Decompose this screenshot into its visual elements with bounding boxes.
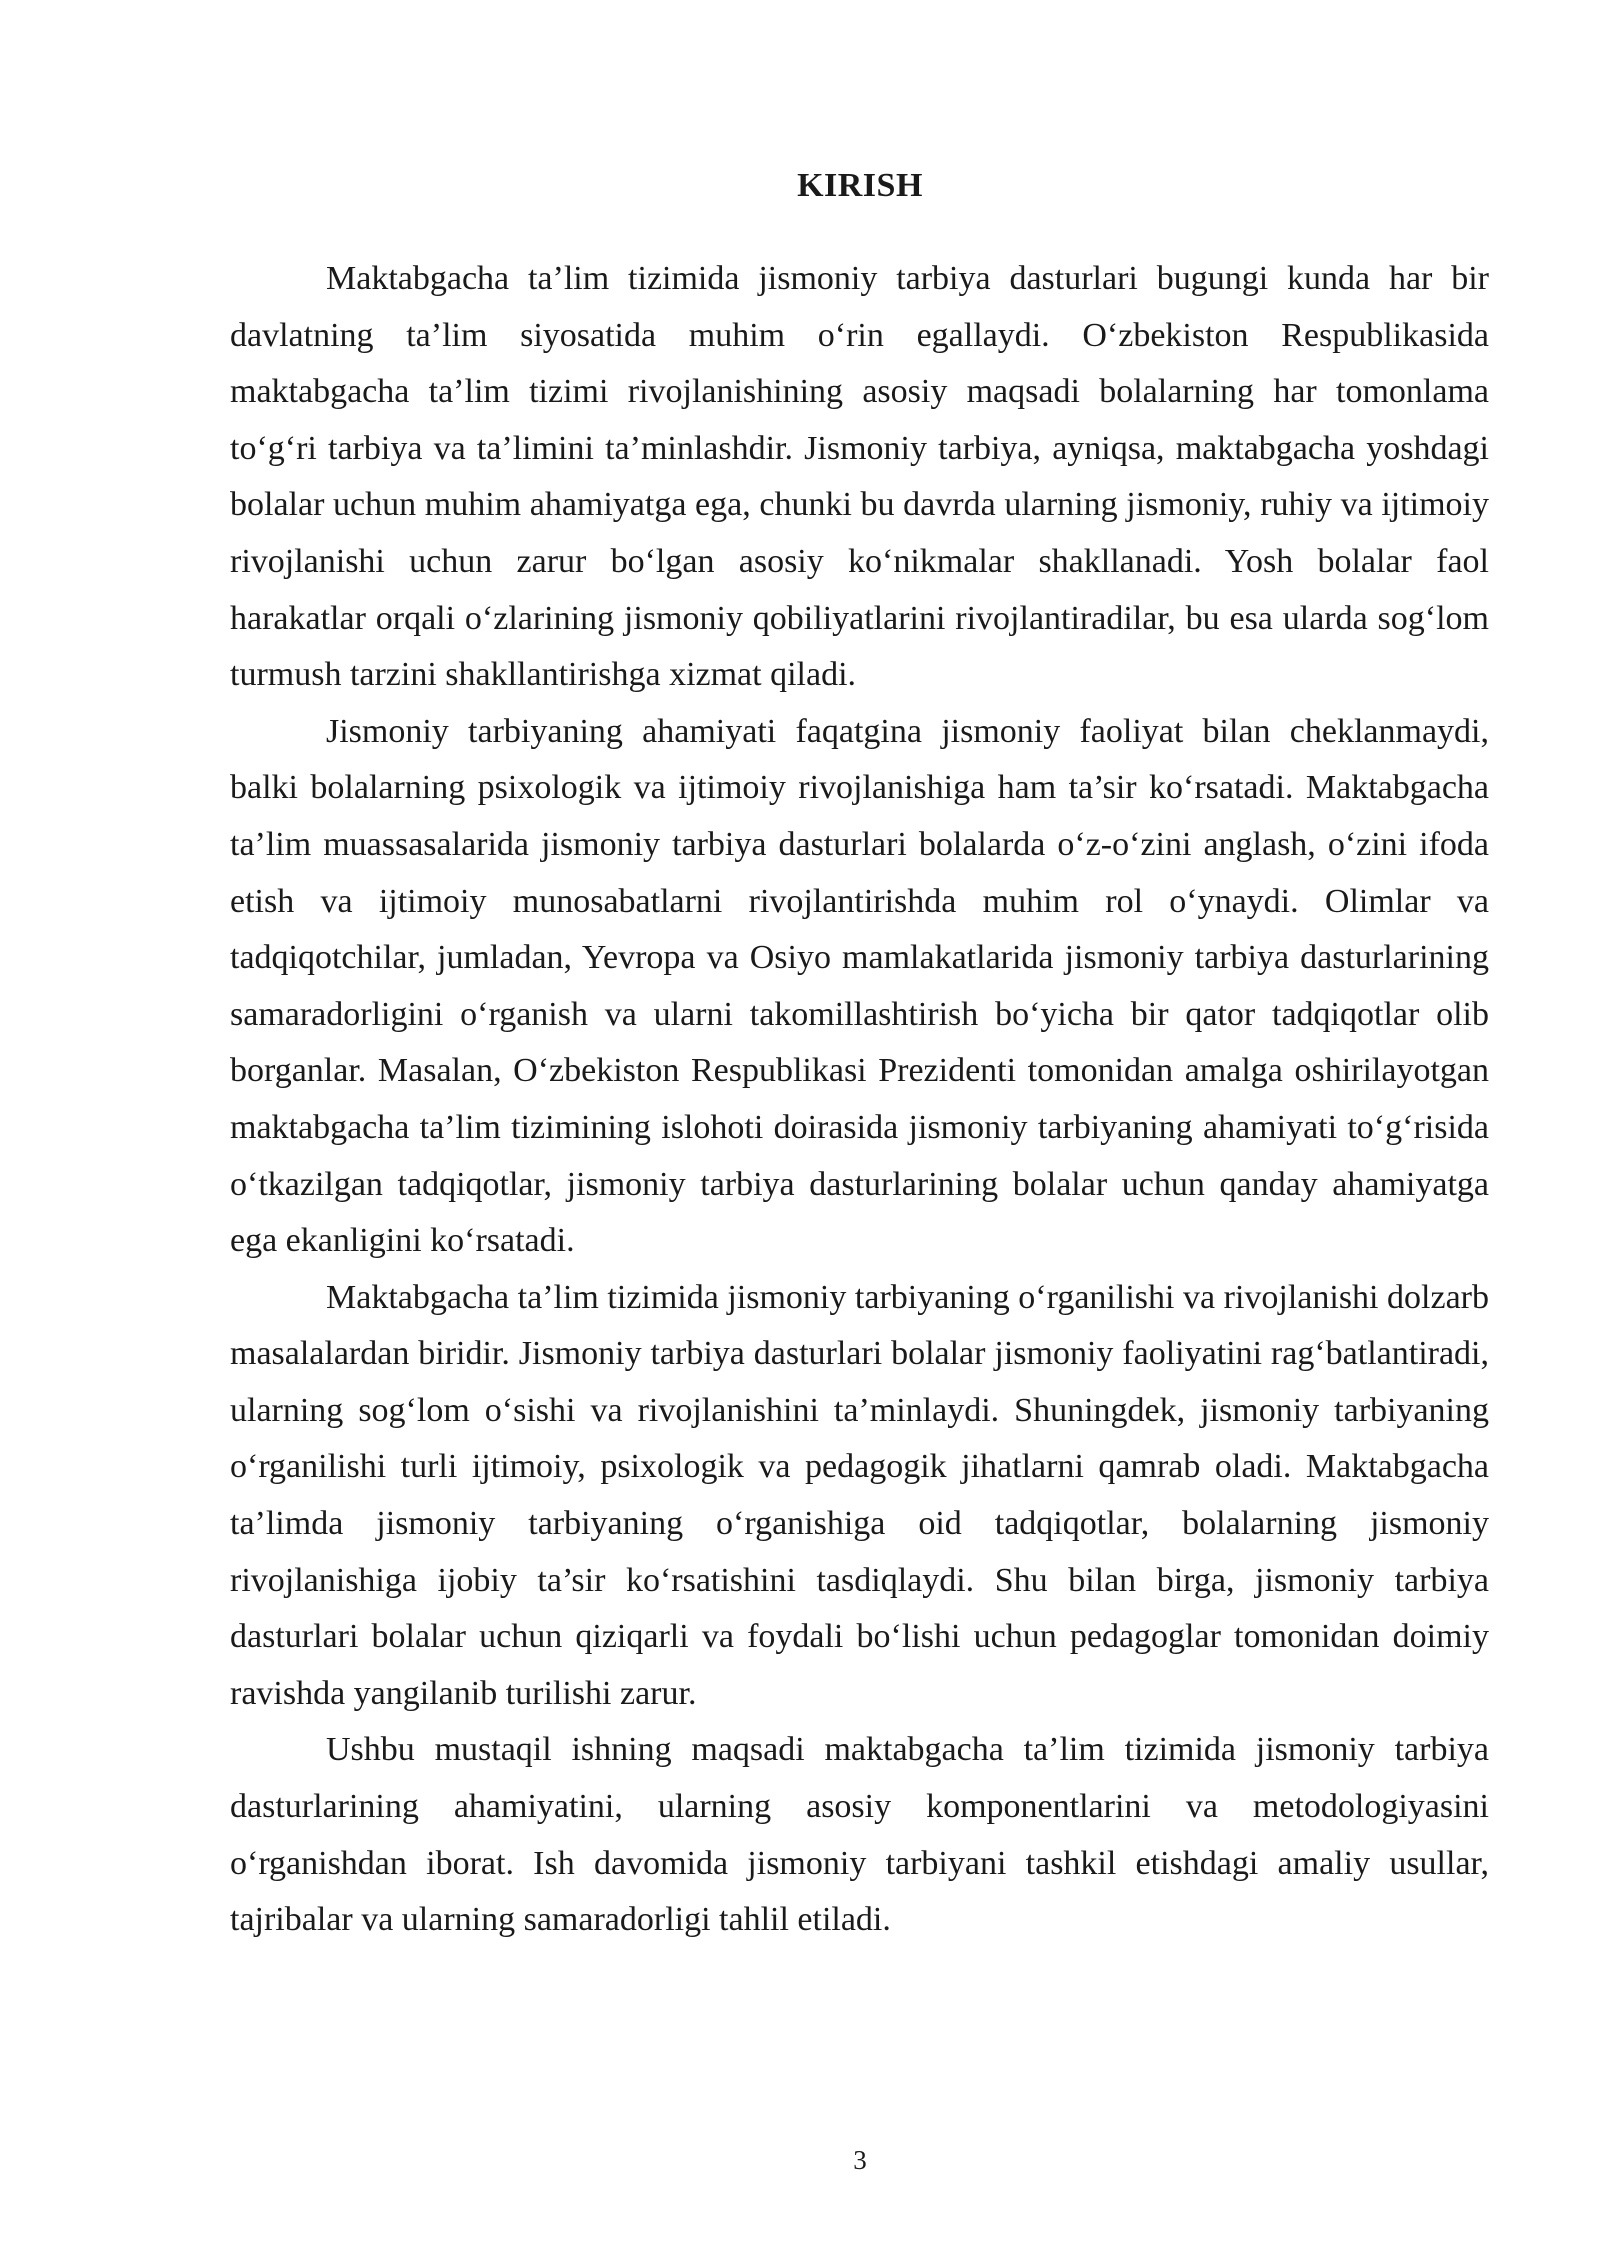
- page-number: 3: [853, 2145, 867, 2175]
- paragraph-4: Ushbu mustaqil ishning maqsadi maktabgacha ta’lim tizimida jismoniy tarbiya dasturlarining ahamiyatini, ularning asosiy komponentlarini va metodologiyasini o‘rganishdan iborat. Ish davomida jismoniy tarbiyani tashkil etishdagi amaliy usullar, tajribalar va ularning samaradorligi tahlil etiladi.: [230, 1731, 1489, 1939]
- page-title: KIRISH: [797, 167, 923, 204]
- paragraph-2: Jismoniy tarbiyaning ahamiyati faqatgina jismoniy faoliyat bilan cheklanmaydi, balki bolalarning psixologik va ijtimoiy rivojlanishiga ham ta’sir ko‘rsatadi. Maktabgacha ta’lim muassasalarida jismoniy tarbiya dasturlari bolalarda o‘z-o‘zini anglash, o‘zini ifoda etish va ijtimoiy munosabatlarni rivojlantirishda muhim rol o‘ynaydi. Olimlar va tadqiqotchilar, jumladan, Yevropa va Osiyo mamlakatlarida jismoniy tarbiya dasturlarining samaradorligini o‘rganish va ularni takomillashtirish bo‘yicha bir qator tadqiqotlar olib borganlar. Masalan, O‘zbekiston Respublikasi Prezidenti tomonidan amalga oshirilayotgan maktabgacha ta’lim tizimining islohoti doirasida jismoniy tarbiyaning ahamiyati to‘g‘risida o‘tkazilgan tadqiqotlar, jismoniy tarbiya dasturlarining bolalar uchun qanday ahamiyatga ega ekanligini ko‘rsatadi.: [230, 712, 1489, 1260]
- body-text: [230, 251, 1489, 1949]
- paragraph-1: Maktabgacha ta’lim tizimida jismoniy tarbiya dasturlari bugungi kunda har bir davlatning ta’lim siyosatida muhim o‘rin egallaydi. O‘zbekiston Respublikasida maktabgacha ta’lim tizimi rivojlanishining asosiy maqsadi bolalarning har tomonlama to‘g‘ri tarbiya va ta’limini ta’minlashdir. Jismoniy tarbiya, ayniqsa, maktabgacha yoshdagi bolalar uchun muhim ahamiyatga ega, chunki bu davrda ularning jismoniy, ruhiy va ijtimoiy rivojlanishi uchun zarur bo‘lgan asosiy ko‘nikmalar shakllanadi. Yosh bolalar faol harakatlar orqali o‘zlarining jismoniy qobiliyatlarini rivojlantiradilar, bu esa ularda sog‘lom turmush tarzini shakllantirishga xizmat qiladi.: [230, 260, 1489, 694]
- paragraph-3: Maktabgacha ta’lim tizimida jismoniy tarbiyaning o‘rganilishi va rivojlanishi dolzarb masalalardan biridir. Jismoniy tarbiya dasturlari bolalar jismoniy faoliyatini rag‘batlantiradi, ularning sog‘lom o‘sishi va rivojlanishini ta’minlaydi. Shuningdek, jismoniy tarbiyaning o‘rganilishi turli ijtimoiy, psixologik va pedagogik jihatlarni qamrab oladi. Maktabgacha ta’limda jismoniy tarbiyaning o‘rganishiga oid tadqiqotlar, bolalarning jismoniy rivojlanishiga ijobiy ta’sir ko‘rsatishini tasdiqlaydi. Shu bilan birga, jismoniy tarbiya dasturlari bolalar uchun qiziqarli va foydali bo‘lishi uchun pedagoglar tomonidan doimiy ravishda yangilanib turilishi zarur.: [230, 1278, 1489, 1712]
